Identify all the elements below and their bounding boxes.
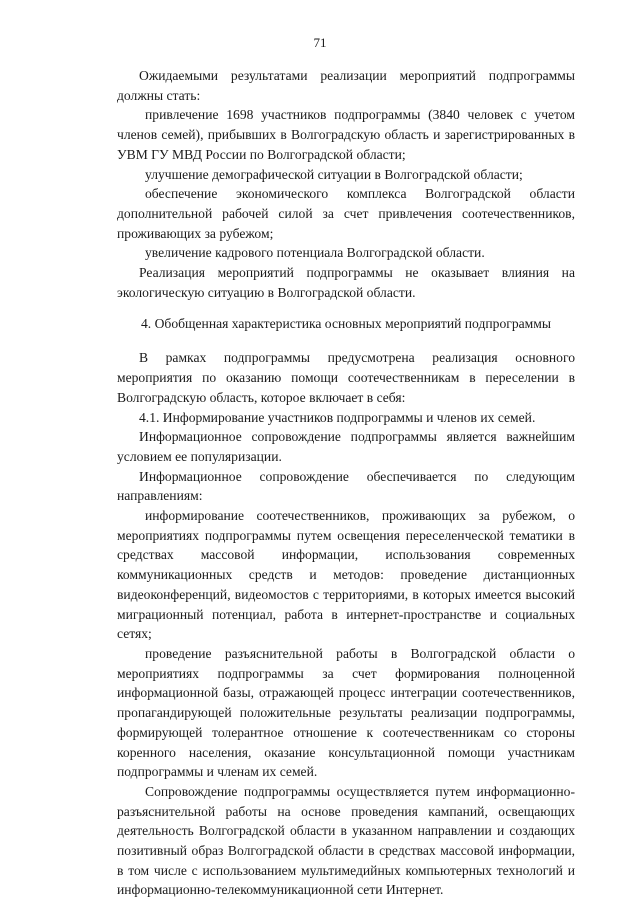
paragraph-ecology: Реализация мероприятий подпрограммы не оказывает влияния на экологическую ситуацию в Волгоградской области. [117,265,575,300]
paragraph-main-measure: В рамках подпрограммы предусмотрена реализация основного мероприятия по оказанию помощи соотечественникам в переселении в Волгоградскую область, которое включает в себя: [117,350,575,405]
paragraph-expected-results: Ожидаемыми результатами реализации мероприятий подпрограммы должны стать: [117,68,575,103]
paragraph-directions: Информационное сопровождение обеспечивается по следующим направлениям: [117,468,575,504]
paragraph-attract-participants: привлечение 1698 участников подпрограммы (3840 человек с учетом членов семей), прибывших в Волгоградскую область и зарегистрированных в УВМ ГУ МВД России по Волгоградской области; [117,107,575,162]
page-content [117,66,575,900]
page-number: 71 [313,35,327,50]
paragraph-subsection-4-1: 4.1. Информирование участников подпрограммы и членов их семей. [139,409,536,425]
paragraph-labor-force: обеспечение экономического комплекса Волгоградской области дополнительной рабочей силой за счет привлечения соотечественников, проживающих за рубежом; [117,186,575,241]
paragraph-informing-abroad: информирование соотечественников, проживающих за рубежом, о мероприятиях подпрограммы путем освещения переселенческой тематики в средствах массовой информации, использования современных коммуникационных средств и методов: проведение дистанционных видеоконференций, видеомостов с территориями, в которых имеется высокий миграционный потенциал, работа в интернет-пространстве и социальных сетях; [117,508,575,642]
paragraph-demographic: улучшение демографической ситуации в Волгоградской области; [145,166,523,182]
paragraph-info-support: Информационное сопровождение подпрограммы является важнейшим условием ее популяризации. [117,429,575,464]
paragraph-explanatory-work: проведение разъяснительной работы в Волгоградской области о мероприятиях подпрограммы за счет формирования полноценной информационной базы, отражающей процесс интеграции соотечественников, пропагандирующей положительные результаты реализации подпрограммы, формирующей толерантное отношение к соотечественникам со стороны коренного населения, оказание консультационной помощи участникам подпрограммы и членам их семей. [117,645,575,780]
section-heading: 4. Обобщенная характеристика основных мероприятий подпрограммы [141,316,551,332]
paragraph-personnel: увеличение кадрового потенциала Волгоградской области. [145,245,485,261]
paragraph-support-campaigns: Сопровождение подпрограммы осуществляется путем информационно-разъяснительной работы на основе проведения кампаний, освещающих деятельность Волгоградской области в указанном направлении и создающих позитивный образ Волгоградской области в средствах массовой информации, в том числе с использованием мультимедийных компьютерных технологий и информационно-телекоммуникационной сети Интернет. [117,783,575,898]
